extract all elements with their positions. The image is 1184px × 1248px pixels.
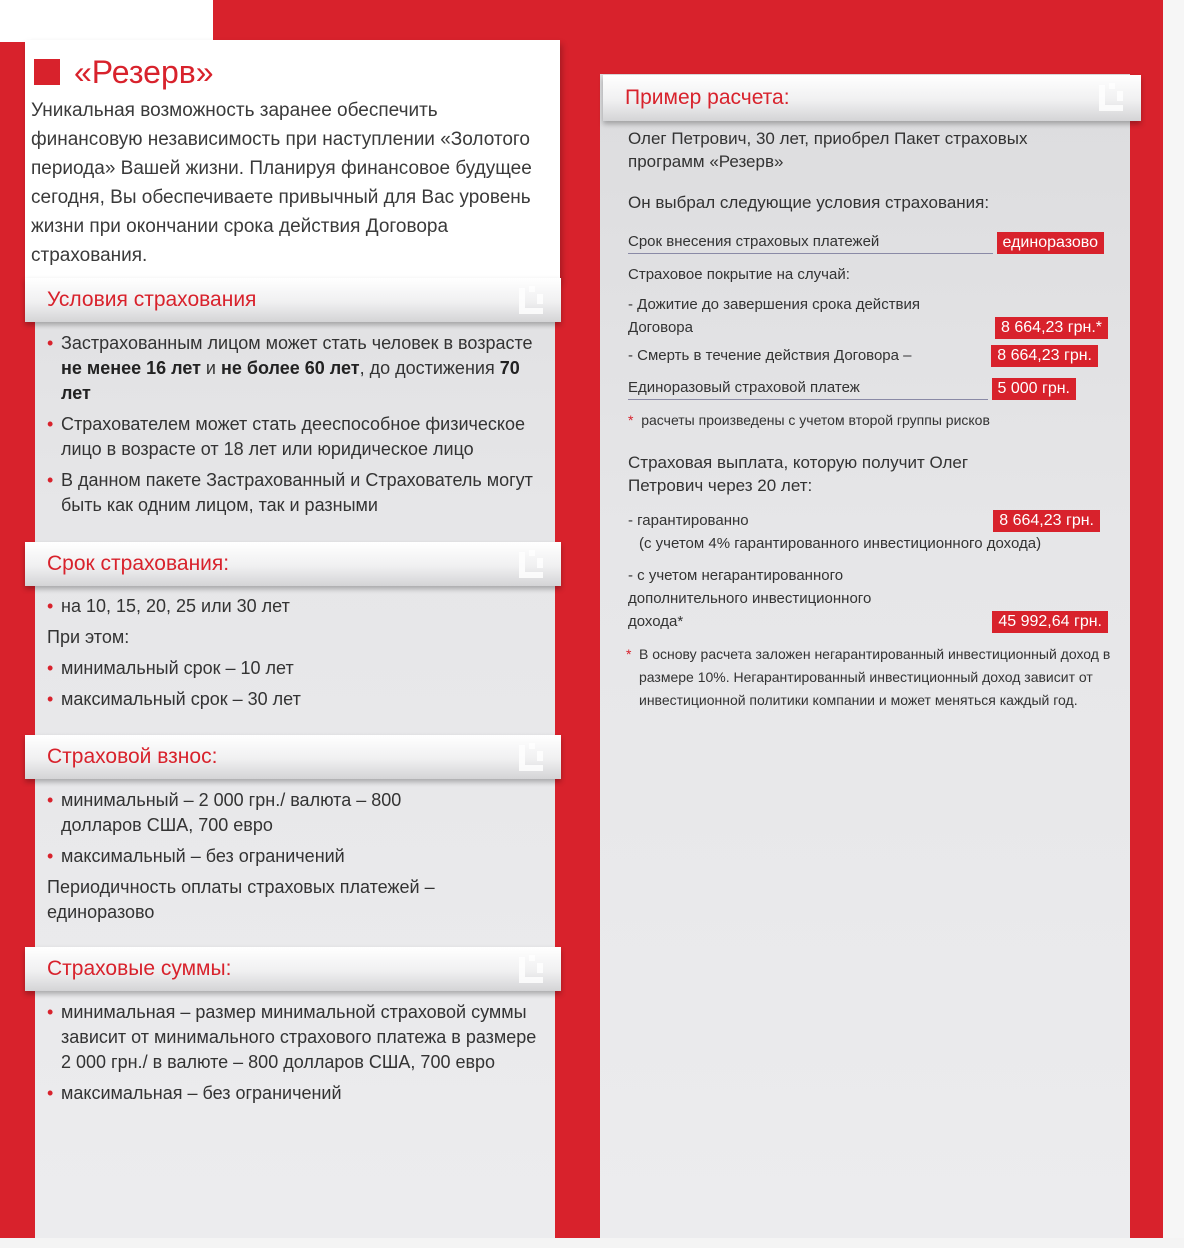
bullet-icon: • (47, 689, 54, 709)
list-item: • В данном пакете Застрахованный и Страхователь могут быть как одним лицом, так и разными (47, 468, 547, 518)
list-item: • на 10, 15, 20, 25 или 30 лет (47, 594, 547, 619)
term-note: При этом: (47, 627, 130, 647)
brand-logo-icon (519, 743, 549, 773)
footnote-2: * В основу расчета заложен негарантированный инвестиционный доход в размере 10%. Негарантированный инвестиционный доход зависит от инвестиционной политики компании и может меняться каждый год. (626, 646, 1111, 708)
bullet-icon: • (47, 596, 54, 616)
scan-margin-top-left (0, 0, 213, 42)
bullet-icon: • (47, 414, 54, 434)
death-row (628, 344, 1098, 367)
death-value: 8 664,23 грн. (991, 345, 1098, 367)
list-item: • Застрахованным лицом может стать человек в возрасте не менее 16 лет и не более 60 лет, до достижения 70 лет (47, 331, 547, 406)
sums-list (47, 1000, 537, 1106)
footnote-1: * расчеты произведены с учетом второй группы рисков (628, 412, 990, 428)
brand-logo-icon (1099, 83, 1129, 113)
list-item: • минимальная – размер минимальной страховой суммы зависит от минимального страхового платежа в размере 2 000 грн./ в валюте – 800 долларов США, 700 евро (47, 1000, 537, 1075)
section-title: Срок страхования: (47, 552, 230, 575)
bullet-icon: • (47, 333, 54, 353)
section-header-example (603, 75, 1141, 121)
section-header-conditions (25, 278, 561, 322)
list-item: • максимальный срок – 30 лет (47, 687, 547, 712)
intro-description: Уникальная возможность заранее обеспечить финансовую независимость при наступлении «Золотого периода» Вашей жизни. Планируя финансовое будущее сегодня, Вы обеспечиваете привычный для Вас уровень жизни при окончании срока действия Договора страхования. (31, 100, 532, 266)
example-intro: Олег Петрович, 30 лет, приобрел Пакет страховых программ «Резерв» (628, 129, 1028, 171)
list-item: • Страхователем может стать дееспособное физическое лицо в возрасте от 18 лет или юридическое лицо (47, 412, 547, 462)
section-title: Условия страхования (47, 288, 257, 311)
section-title: Страховые суммы: (47, 957, 232, 980)
guaranteed-row (628, 509, 1100, 532)
example-chose: Он выбрал следующие условия страхования: (628, 193, 990, 212)
section-header-premium (25, 735, 561, 779)
list-item: • максимальный – без ограничений (47, 844, 427, 869)
nonguaranteed-label: - с учетом негарантированного дополнительного инвестиционного дохода* (628, 567, 872, 630)
payment-term-row (628, 230, 1104, 254)
survival-value: 8 664,23 грн.* (995, 317, 1108, 339)
nonguaranteed-row (628, 564, 1108, 633)
coverage-label: Страховое покрытие на случай: (628, 266, 850, 283)
guaranteed-value: 8 664,23 грн. (993, 510, 1100, 532)
scan-margin-right (1163, 0, 1184, 1248)
premium-list (47, 788, 427, 869)
section-header-term (25, 542, 561, 586)
conditions-list (47, 331, 547, 518)
payout-intro: Страховая выплата, которую получит Олег Петрович через 20 лет: (628, 453, 969, 495)
bullet-icon: • (47, 1083, 54, 1103)
survival-row (628, 293, 1108, 339)
list-item: • минимальный – 2 000 грн./ валюта – 800 долларов США, 700 евро (47, 788, 427, 838)
section-title: Страховой взнос: (47, 745, 218, 768)
nonguaranteed-value: 45 992,64 грн. (992, 611, 1108, 633)
single-payment-label: Единоразовый страховой платеж (628, 376, 988, 400)
guaranteed-label: - гарантированно (628, 512, 749, 529)
premium-note: Периодичность оплаты страховых платежей – единоразово (47, 877, 435, 922)
bullet-icon: • (47, 846, 54, 866)
product-title-text: «Резерв» (74, 53, 214, 90)
brand-logo-icon (519, 955, 549, 985)
brand-logo-icon (519, 286, 549, 316)
bullet-icon: • (47, 470, 54, 490)
single-payment-value: 5 000 грн. (992, 378, 1077, 400)
term-list (47, 594, 547, 712)
section-header-sums (25, 947, 561, 991)
list-item: • максимальная – без ограничений (47, 1081, 537, 1106)
payment-term-value: единоразово (997, 232, 1104, 254)
section-title: Пример расчета: (625, 86, 790, 109)
guaranteed-note: (с учетом 4% гарантированного инвестиционного дохода) (639, 535, 1042, 552)
single-payment-row (628, 376, 1076, 400)
list-item: • минимальный срок – 10 лет (47, 656, 547, 681)
scan-margin-bottom (0, 1238, 1184, 1248)
bullet-icon: • (47, 790, 54, 810)
survival-label: - Дожитие до завершения срока действия Договора (628, 296, 921, 336)
payment-term-label: Срок внесения страховых платежей (628, 230, 993, 254)
red-square-icon (34, 59, 60, 85)
product-title (34, 52, 214, 92)
brand-logo-icon (519, 550, 549, 580)
death-label: - Смерть в течение действия Договора – (628, 347, 912, 364)
bullet-icon: • (47, 1002, 54, 1022)
bullet-icon: • (47, 658, 54, 678)
